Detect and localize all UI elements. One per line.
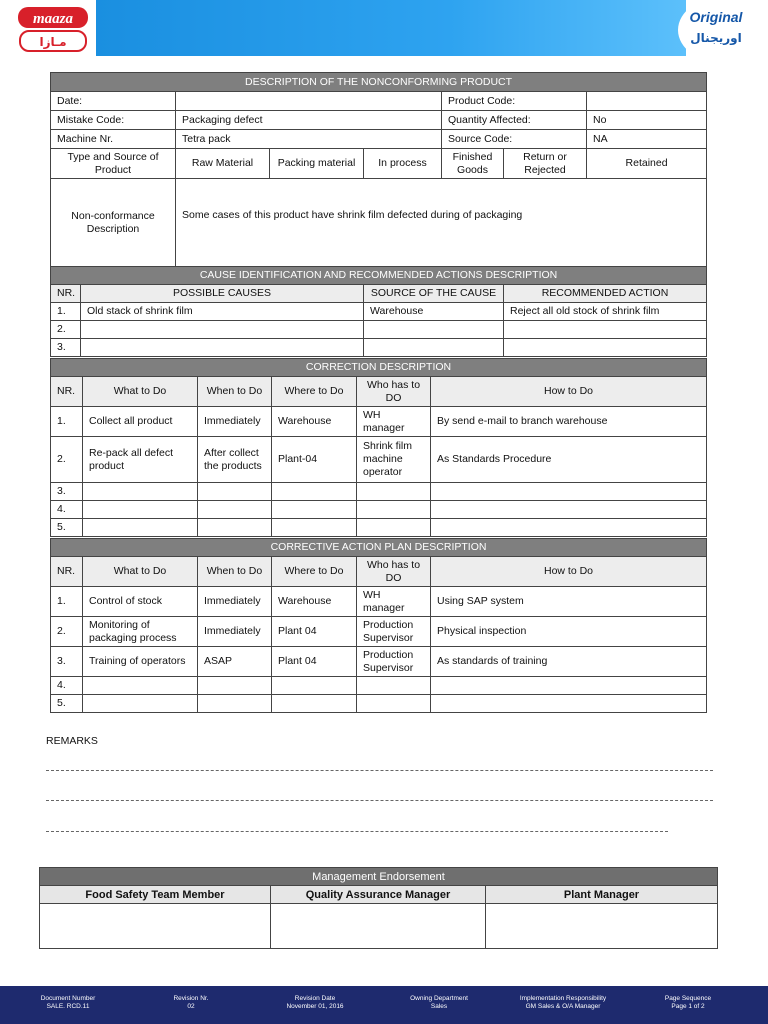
correction-cell[interactable]: Collect all product <box>83 407 198 437</box>
remarks-line-3[interactable] <box>46 831 668 832</box>
footer-value: GM Sales & O/A Manager <box>525 1003 601 1010</box>
type-option-finished-goods[interactable]: Finished Goods <box>442 149 504 179</box>
corrective-title: CORRECTIVE ACTION PLAN DESCRIPTION <box>51 539 707 557</box>
product-code-label: Product Code: <box>442 92 587 111</box>
cause-col-possible: POSSIBLE CAUSES <box>81 285 364 303</box>
mistake-code-field[interactable]: Packaging defect <box>176 111 442 130</box>
footer-value: 02 <box>187 1003 195 1010</box>
correction-cell[interactable] <box>272 519 357 537</box>
footer-revision-number <box>151 995 231 1011</box>
remarks-label: REMARKS <box>46 735 98 747</box>
footer-label: Implementation Responsibility <box>519 995 607 1002</box>
corrective-cell[interactable] <box>431 677 707 695</box>
footer-value: SALE. RCD.11 <box>46 1003 90 1010</box>
table-row <box>51 647 707 677</box>
description-title: DESCRIPTION OF THE NONCONFORMING PRODUCT <box>51 73 707 92</box>
cause-col-nr: NR. <box>51 285 81 303</box>
cause-cell[interactable] <box>81 321 364 339</box>
correction-nr: 5. <box>51 519 83 537</box>
cause-nr: 1. <box>51 303 81 321</box>
corrective-cell[interactable]: Production Supervisor <box>357 647 431 677</box>
corrective-cell[interactable] <box>357 677 431 695</box>
table-row <box>51 339 707 357</box>
corrective-cell[interactable]: Monitoring of packaging process <box>83 617 198 647</box>
source-code-label: Source Code: <box>442 130 587 149</box>
maaza-logo <box>14 4 92 54</box>
corrective-cell[interactable]: ASAP <box>198 647 272 677</box>
footer-bar <box>0 986 768 1024</box>
type-option-raw-material[interactable]: Raw Material <box>176 149 270 179</box>
corrective-cell[interactable] <box>272 677 357 695</box>
qa-manager-column-header: Quality Assurance Manager <box>271 886 486 904</box>
type-option-return-rejected[interactable]: Return or Rejected <box>504 149 587 179</box>
table-row <box>51 617 707 647</box>
quantity-field[interactable]: No <box>587 111 707 130</box>
correction-cell[interactable] <box>198 519 272 537</box>
correction-col-how: How to Do <box>431 377 707 407</box>
correction-nr: 4. <box>51 501 83 519</box>
type-source-label: Type and Source of Product <box>51 149 176 179</box>
corrective-cell[interactable] <box>83 677 198 695</box>
footer-implementation-responsibility <box>508 995 618 1011</box>
corrective-cell[interactable]: Using SAP system <box>431 587 707 617</box>
table-row <box>51 303 707 321</box>
corrective-cell[interactable]: Immediately <box>198 587 272 617</box>
corrective-col-where: Where to Do <box>272 557 357 587</box>
type-option-retained[interactable]: Retained <box>587 149 707 179</box>
footer-label: Document Number <box>40 995 96 1002</box>
corrective-cell[interactable]: As standards of training <box>431 647 707 677</box>
cause-col-action: RECOMMENDED ACTION <box>504 285 707 303</box>
correction-cell[interactable]: WH manager <box>357 407 431 437</box>
corrective-cell[interactable]: Warehouse <box>272 587 357 617</box>
correction-col-who: Who has to DO <box>357 377 431 407</box>
correction-col-what: What to Do <box>83 377 198 407</box>
corrective-cell[interactable]: WH manager <box>357 587 431 617</box>
corrective-col-nr: NR. <box>51 557 83 587</box>
plant-manager-signature[interactable] <box>486 904 718 949</box>
cause-cell[interactable] <box>504 339 707 357</box>
correction-nr: 2. <box>51 437 83 483</box>
correction-col-when: When to Do <box>198 377 272 407</box>
svg-text:مـازا: مـازا <box>39 35 67 49</box>
correction-cell[interactable] <box>272 483 357 501</box>
corrective-cell[interactable] <box>357 695 431 713</box>
corrective-col-how: How to Do <box>431 557 707 587</box>
correction-cell[interactable] <box>357 483 431 501</box>
correction-cell[interactable]: Re-pack all defect product <box>83 437 198 483</box>
correction-cell[interactable] <box>198 483 272 501</box>
correction-nr: 3. <box>51 483 83 501</box>
mistake-code-label: Mistake Code: <box>51 111 176 130</box>
plant-manager-column-header: Plant Manager <box>486 886 718 904</box>
corrective-cell[interactable] <box>431 695 707 713</box>
correction-cell[interactable] <box>357 501 431 519</box>
footer-label: Owning Department <box>410 995 468 1002</box>
table-row <box>51 483 707 501</box>
footer-page-sequence <box>648 995 728 1011</box>
corrective-cell[interactable] <box>272 695 357 713</box>
cause-title: CAUSE IDENTIFICATION AND RECOMMENDED ACTIONS DESCRIPTION <box>51 267 707 285</box>
footer-value: Sales <box>430 1003 448 1010</box>
corrective-cell[interactable]: Training of operators <box>83 647 198 677</box>
svg-text:maaza: maaza <box>32 11 74 27</box>
top-banner <box>0 0 768 56</box>
corrective-nr: 3. <box>51 647 83 677</box>
correction-cell[interactable] <box>431 501 707 519</box>
description-table <box>50 72 707 267</box>
footer-revision-date <box>275 995 355 1011</box>
footer-value: November 01, 2016 <box>286 1003 344 1010</box>
corrective-col-what: What to Do <box>83 557 198 587</box>
cause-cell[interactable]: Reject all old stock of shrink film <box>504 303 707 321</box>
table-row <box>51 321 707 339</box>
banner-wave <box>96 0 686 56</box>
nonconformance-label: Non-conformance Description <box>51 179 176 267</box>
correction-cell[interactable] <box>431 483 707 501</box>
remarks-line-1[interactable] <box>46 770 713 771</box>
footer-document-number <box>28 995 108 1011</box>
management-title: Management Endorsement <box>40 868 718 886</box>
correction-cell[interactable] <box>272 501 357 519</box>
qa-manager-signature[interactable] <box>271 904 486 949</box>
corrective-cell[interactable]: Plant 04 <box>272 617 357 647</box>
correction-cell[interactable]: As Standards Procedure <box>431 437 707 483</box>
corrective-cell[interactable]: Control of stock <box>83 587 198 617</box>
cause-cell[interactable]: Old stack of shrink film <box>81 303 364 321</box>
svg-text:Original: Original <box>689 9 743 25</box>
correction-cell[interactable]: Warehouse <box>272 407 357 437</box>
table-row <box>51 587 707 617</box>
type-option-packing-material[interactable]: Packing material <box>270 149 364 179</box>
corrective-cell[interactable] <box>198 695 272 713</box>
correction-cell[interactable] <box>431 519 707 537</box>
product-code-field[interactable] <box>587 92 707 111</box>
cause-nr: 2. <box>51 321 81 339</box>
cause-nr: 3. <box>51 339 81 357</box>
table-row <box>51 695 707 713</box>
correction-col-where: Where to Do <box>272 377 357 407</box>
correction-cell[interactable]: Shrink film machine operator <box>357 437 431 483</box>
footer-label: Revision Date <box>294 995 336 1002</box>
correction-cell[interactable]: By send e-mail to branch warehouse <box>431 407 707 437</box>
cause-cell[interactable] <box>81 339 364 357</box>
corrective-nr: 5. <box>51 695 83 713</box>
date-label: Date: <box>51 92 176 111</box>
type-option-in-process[interactable]: In process <box>364 149 442 179</box>
cause-col-source: SOURCE OF THE CAUSE <box>364 285 504 303</box>
management-endorsement-table <box>39 867 718 949</box>
corrective-cell[interactable]: Physical inspection <box>431 617 707 647</box>
food-safety-signature[interactable] <box>40 904 271 949</box>
corrective-nr: 1. <box>51 587 83 617</box>
cause-table <box>50 266 707 357</box>
source-code-field[interactable]: NA <box>587 130 707 149</box>
corrective-cell[interactable]: Plant 04 <box>272 647 357 677</box>
cause-cell[interactable]: Warehouse <box>364 303 504 321</box>
table-row <box>51 677 707 695</box>
corrective-nr: 4. <box>51 677 83 695</box>
correction-cell[interactable] <box>83 519 198 537</box>
table-row <box>51 519 707 537</box>
machine-field[interactable]: Tetra pack <box>176 130 442 149</box>
corrective-cell[interactable]: Immediately <box>198 617 272 647</box>
cause-cell[interactable] <box>364 321 504 339</box>
table-row <box>51 407 707 437</box>
machine-label: Machine Nr. <box>51 130 176 149</box>
cause-cell[interactable] <box>504 321 707 339</box>
correction-cell[interactable] <box>357 519 431 537</box>
footer-owning-department <box>399 995 479 1011</box>
correction-title: CORRECTION DESCRIPTION <box>51 359 707 377</box>
corrective-col-when: When to Do <box>198 557 272 587</box>
corrective-col-who: Who has to DO <box>357 557 431 587</box>
correction-cell[interactable]: Plant-04 <box>272 437 357 483</box>
footer-label: Page Sequence <box>664 995 712 1002</box>
footer-value: Page 1 of 2 <box>671 1003 705 1010</box>
correction-cell[interactable]: After collect the products <box>198 437 272 483</box>
original-logo <box>676 0 766 54</box>
correction-cell[interactable] <box>198 501 272 519</box>
correction-cell[interactable] <box>83 501 198 519</box>
date-field[interactable] <box>176 92 442 111</box>
nonconformance-field[interactable]: Some cases of this product have shrink film defected during of packaging <box>176 179 707 267</box>
table-row <box>51 501 707 519</box>
corrective-cell[interactable] <box>83 695 198 713</box>
corrective-cell[interactable]: Production Supervisor <box>357 617 431 647</box>
corrective-nr: 2. <box>51 617 83 647</box>
correction-nr: 1. <box>51 407 83 437</box>
quantity-label: Quantity Affected: <box>442 111 587 130</box>
svg-text:اوريجنال: اوريجنال <box>690 31 742 45</box>
cause-cell[interactable] <box>364 339 504 357</box>
corrective-cell[interactable] <box>198 677 272 695</box>
remarks-line-2[interactable] <box>46 800 713 801</box>
footer-label: Revision Nr. <box>173 995 209 1002</box>
correction-cell[interactable]: Immediately <box>198 407 272 437</box>
table-row <box>51 437 707 483</box>
correction-table <box>50 358 707 537</box>
correction-cell[interactable] <box>83 483 198 501</box>
corrective-action-table <box>50 538 707 713</box>
food-safety-column-header: Food Safety Team Member <box>40 886 271 904</box>
correction-col-nr: NR. <box>51 377 83 407</box>
